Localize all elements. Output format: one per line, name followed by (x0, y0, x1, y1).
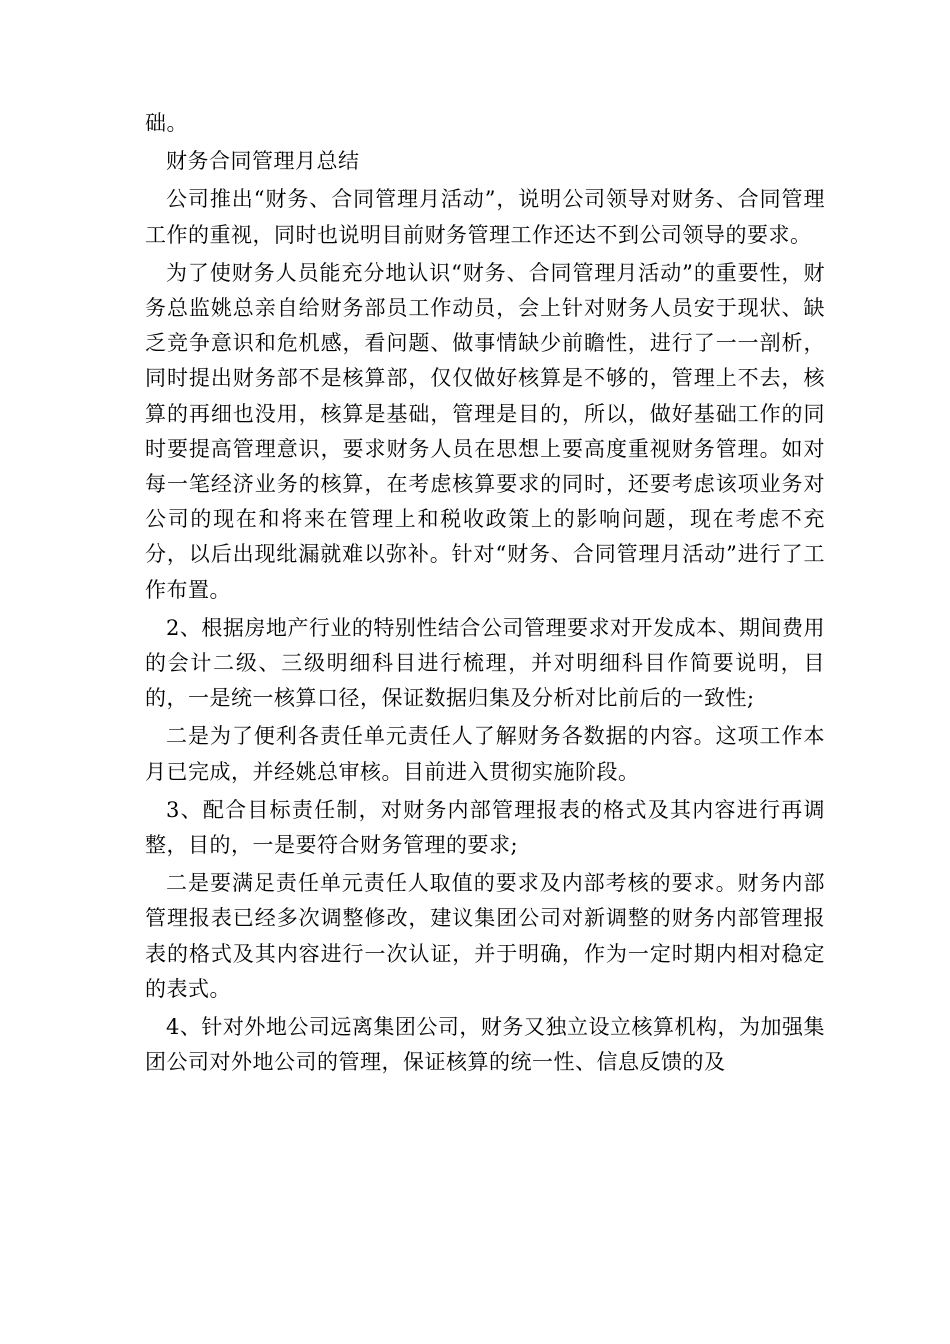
document-page (145, 106, 825, 1080)
paragraph-item-2: 2、根据房地产行业的特别性结合公司管理要求对开发成本、期间费用的会计二级、三级明细科目进行梳理，并对明细科目作简要说明，目的，一是统一核算口径，保证数据归集及分析对比前后的一致性; (145, 615, 825, 711)
paragraph-item-3: 3、配合目标责任制，对财务内部管理报表的格式及其内容进行再调整，目的，一是要符合财务管理的要求; (145, 797, 825, 858)
section-heading: 财务合同管理月总结 (166, 149, 360, 174)
paragraph-item-2-continued: 二是为了便利各责任单元责任人了解财务各数据的内容。这项工作本月已完成，并经姚总审核。目前进入贯彻实施阶段。 (145, 724, 825, 784)
paragraph-item-4: 4、针对外地公司远离集团公司，财务又独立设立核算机构，为加强集团公司对外地公司的管理，保证核算的统一性、信息反馈的及 (145, 1015, 825, 1075)
paragraph-intro: 公司推出“财务、合同管理月活动”，说明公司领导对财务、合同管理工作的重视，同时也说明目前财务管理工作还达不到公司领导的要求。 (145, 187, 825, 247)
paragraph-mobilization: 为了使财务人员能充分地认识“财务、合同管理月活动”的重要性，财务总监姚总亲自给财务部员工作动员，会上针对财务人员安于现状、缺乏竞争意识和危机感，看问题、做事情缺少前瞻性，进行了一一剖析，同时提出财务部不是核算部，仅仅做好核算是不够的，管理上不去，核算的再细也没用，核算是基础，管理是目的，所以，做好基础工作的同时要提高管理意识，要求财务人员在思想上要高度重视财务管理。如对每一笔经济业务的核算，在考虑核算要求的同时，还要考虑该项业务对公司的现在和将来在管理上和税收政策上的影响问题，现在考虑不充分，以后出现纰漏就难以弥补。针对“财务、合同管理月活动”进行了工作布置。 (145, 260, 825, 602)
paragraph-continuation: 础。 (145, 111, 188, 135)
paragraph-item-3-continued: 二是要满足责任单元责任人取值的要求及内部考核的要求。财务内部管理报表已经多次调整修改，建议集团公司对新调整的财务内部管理报表的格式及其内容进行一次认证，并于明确，作为一定时期内相对稳定的表式。 (145, 871, 825, 1001)
